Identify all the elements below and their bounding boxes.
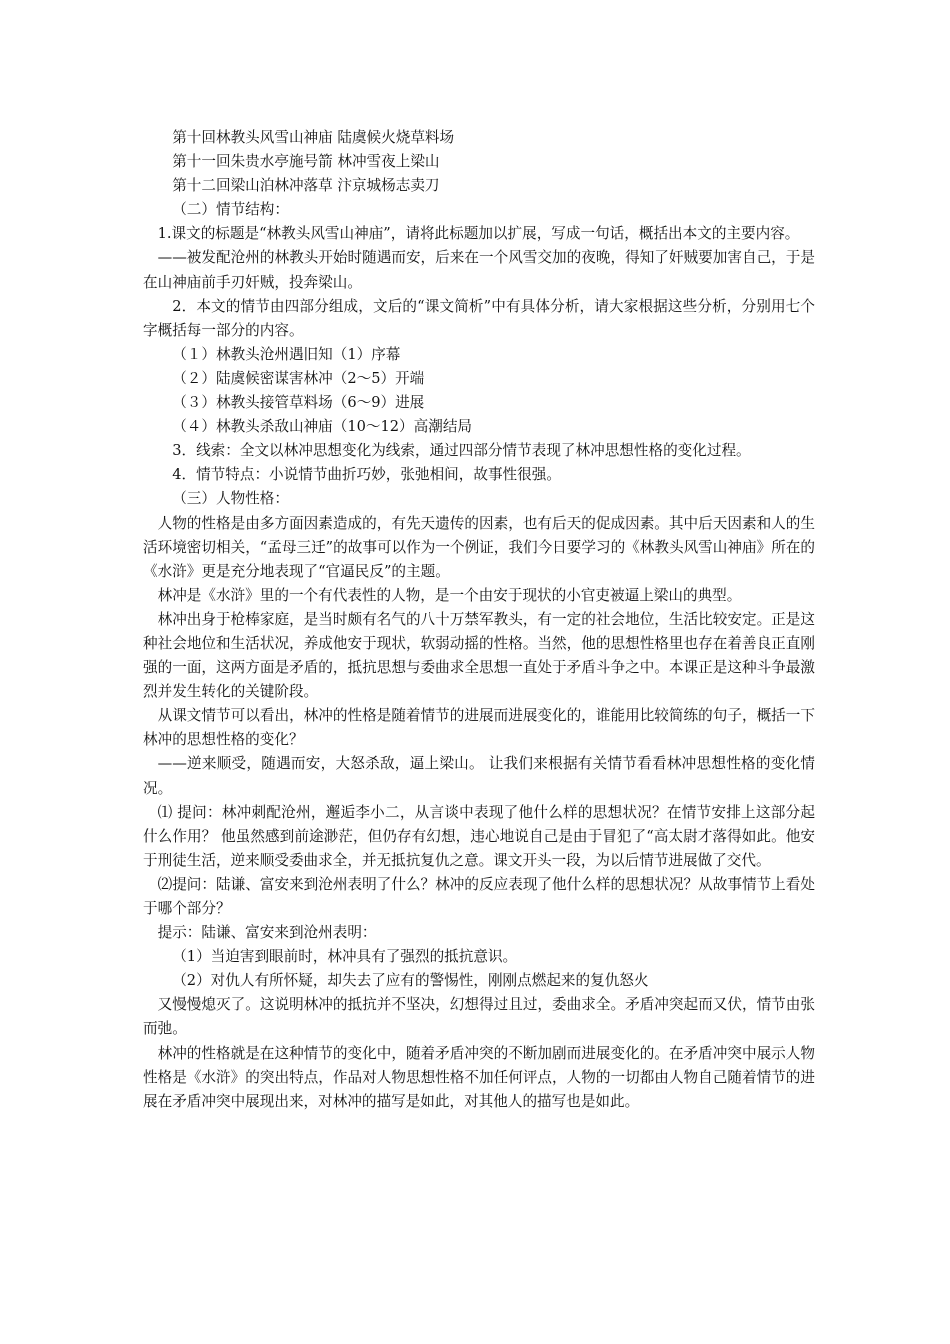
section-heading-plot-structure: （二）情节结构： [172, 201, 289, 219]
chapter-list-item: 第十二回梁山泊林冲落草 汴京城杨志卖刀 [172, 177, 440, 195]
plot-part-item: （４）林教头杀敌山神庙（10～12）高潮结局 [172, 418, 473, 436]
paragraph: ⑴ 提问：林冲刺配沧州，邂逅李小二，从言谈中表现了他什么样的思想状况？在情节安排上这部分起什么作用？ 他虽然感到前途渺茫，但仍存有幻想，违心地说自己是由于冒犯了“高太尉才落得如此。他安于刑徒生活，逆来顺受委曲求全，并无抵抗复仇之意。课文开头一段，为以后情节进展做了交代。 [143, 803, 815, 869]
chapter-list-item: 第十回林教头风雪山神庙 陆虞候火烧草料场 [172, 129, 455, 146]
hint-item: （1）当迫害到眼前时，林冲具有了强烈的抵抗意识。 [172, 948, 518, 966]
paragraph: 2．本文的情节由四部分组成，文后的“课文简析”中有具体分析，请大家根据这些分析，分别用七个字概括每一部分的内容。 [143, 297, 815, 339]
paragraph: 林冲的性格就是在这种情节的变化中，随着矛盾冲突的不断加剧而进展变化的。在矛盾冲突中展示人物性格是《水浒》的突出特点，作品对人物思想性格不加任何评点，人物的一切都由人物自己随着情节的进展在矛盾冲突中展现出来，对林冲的描写是如此，对其他人的描写也是如此。 [143, 1044, 815, 1110]
section-heading-character: （三）人物性格： [172, 490, 289, 508]
paragraph: 人物的性格是由多方面因素造成的，有先天遗传的因素，也有后天的促成因素。其中后天因素和人的生活环境密切相关，“孟母三迁”的故事可以作为一个例证，我们今日要学习的《林教头风雪山神庙》所在的《水浒》更是充分地表现了“官逼民反”的主题。 [143, 514, 815, 580]
paragraph: ⑵提问：陆谦、富安来到沧州表明了什么？林冲的反应表现了他什么样的思想状况？从故事情节上看处于哪个部分？ [143, 875, 815, 917]
hint-item: （2）对仇人有所怀疑，却失去了应有的警惕性，刚刚点燃起来的复仇怒火 [172, 972, 649, 990]
paragraph: 林冲是《水浒》里的一个有代表性的人物，是一个由安于现状的小官吏被逼上梁山的典型。 [157, 586, 742, 604]
paragraph: 又慢慢熄灭了。这说明林冲的抵抗并不坚决，幻想得过且过，委曲求全。矛盾冲突起而又伏，情节由张而弛。 [143, 996, 815, 1038]
paragraph: ——逆来顺受，随遇而安，大怒杀敌，逼上梁山。 让我们来根据有关情节看看林冲思想性格的变化情况。 [143, 755, 815, 797]
chapter-list-item: 第十一回朱贵水亭施号箭 林冲雪夜上梁山 [172, 153, 440, 171]
paragraph: 1.课文的标题是“林教头风雪山神庙”，请将此标题加以扩展，写成一句话，概括出本文的主要内容。 [157, 225, 800, 243]
plot-part-item: （１）林教头沧州遇旧知（1）序幕 [172, 345, 401, 363]
paragraph: 3．线索：全文以林冲思想变化为线索，通过四部分情节表现了林冲思想性格的变化过程。 [172, 442, 751, 460]
plot-part-item: （２）陆虞候密谋害林冲（2～5）开端 [172, 369, 425, 387]
paragraph: 林冲出身于枪棒家庭，是当时颇有名气的八十万禁军教头，有一定的社会地位，生活比较安定。正是这种社会地位和生活状况，养成他安于现状，软弱动摇的性格。当然，他的思想性格里也存在着善良正直刚强的一面，这两方面是矛盾的，抵抗思想与委曲求全思想一直处于矛盾斗争之中。本课正是这种斗争最激烈并发生转化的关键阶段。 [143, 610, 815, 701]
paragraph: 从课文情节可以看出，林冲的性格是随着情节的进展而进展变化的，谁能用比较简练的句子，概括一下林冲的思想性格的变化？ [143, 707, 815, 749]
paragraph: 提示：陆谦、富安来到沧州表明： [157, 924, 377, 942]
paragraph: 4．情节特点：小说情节曲折巧妙，张弛相间，故事性很强。 [172, 466, 561, 484]
plot-part-item: （３）林教头接管草料场（6～9）进展 [172, 394, 425, 412]
document-body [143, 126, 815, 1114]
paragraph: ——被发配沧州的林教头开始时随遇而安，后来在一个风雪交加的夜晚，得知了奸贼要加害自己，于是在山神庙前手刃奸贼，投奔梁山。 [143, 249, 815, 291]
